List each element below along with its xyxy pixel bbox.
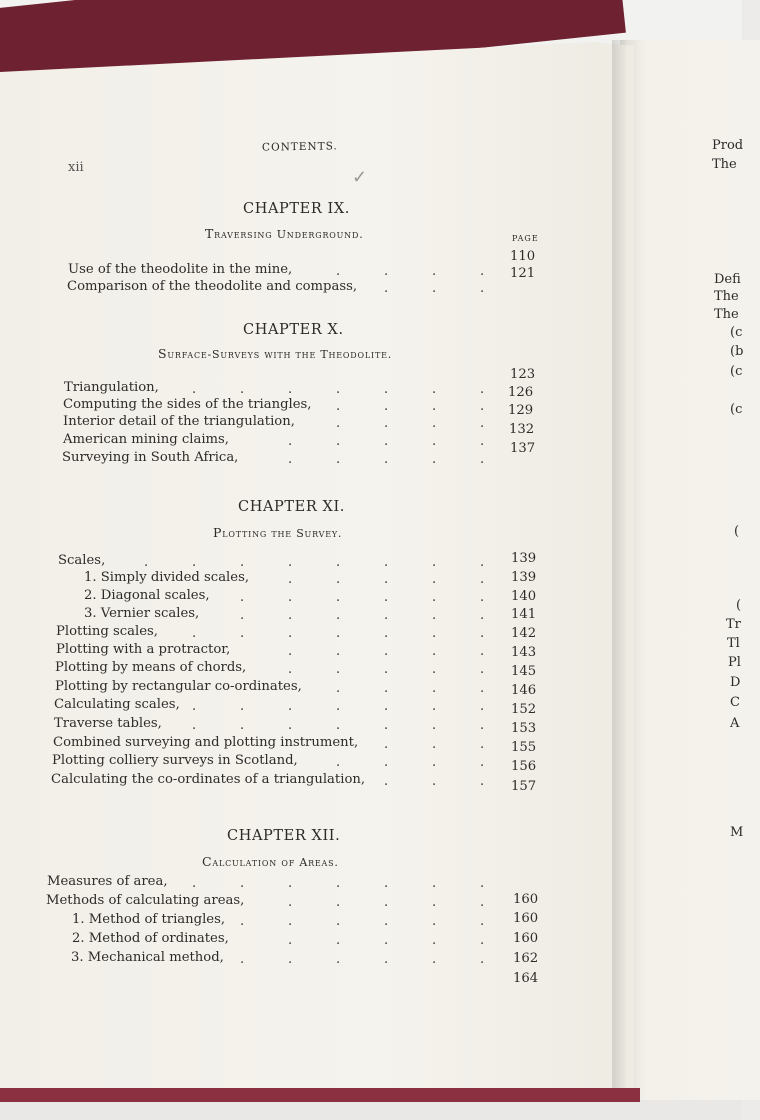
toc-entry: 3. Vernier scales, [84, 606, 200, 621]
leader-dot: . [336, 608, 341, 623]
leader-dot: . [336, 590, 341, 605]
leader-dot: . [384, 699, 389, 714]
leader-dot: . [336, 699, 341, 714]
toc-page-number: 110 [510, 249, 536, 264]
toc-entry: Combined surveying and plotting instrument, [53, 735, 359, 750]
leader-dot: . [240, 626, 245, 641]
toc-page-number: 142 [511, 626, 537, 641]
leader-dot: . [288, 914, 293, 929]
toc-entry: 3. Mechanical method, [71, 950, 224, 965]
book-cover-bottom [0, 1088, 640, 1102]
leader-dot: . [480, 662, 485, 677]
leader-dot: . [480, 876, 485, 891]
toc-page-number: 139 [511, 551, 537, 566]
leader-dot: . [384, 399, 389, 414]
leader-dot: . [432, 737, 437, 752]
toc-entry: Comparison of the theodolite and compass, [67, 279, 358, 294]
facing-page [620, 40, 760, 1100]
leader-dot: . [432, 755, 437, 770]
leader-dot: . [336, 416, 341, 431]
leader-dot: . [288, 572, 293, 587]
leader-dot: . [432, 774, 437, 789]
leader-dot: . [480, 608, 485, 623]
leader-dot: . [432, 399, 437, 414]
toc-page-number: 132 [509, 422, 535, 437]
chapter-title: CHAPTER X. [243, 322, 344, 338]
facing-page-text: Tr [726, 617, 741, 632]
toc-entry: 1. Simply divided scales, [84, 570, 250, 585]
leader-dot: . [240, 382, 245, 397]
leader-dot: . [384, 737, 389, 752]
leader-dot: . [288, 555, 293, 570]
leader-dot: . [480, 895, 485, 910]
toc-entry: Scales, [58, 553, 106, 568]
toc-entry: Plotting scales, [56, 624, 158, 639]
leader-dot: . [432, 590, 437, 605]
facing-page-text: The [712, 157, 737, 172]
leader-dot: . [432, 434, 437, 449]
leader-dot: . [288, 434, 293, 449]
leader-dot: . [336, 952, 341, 967]
leader-dot: . [384, 382, 389, 397]
leader-dot: . [336, 644, 341, 659]
leader-dot: . [432, 718, 437, 733]
leader-dot: . [480, 774, 485, 789]
leader-dot: . [384, 933, 389, 948]
toc-page-number: 157 [511, 779, 537, 794]
facing-page-text: Tl [727, 636, 740, 651]
leader-dot: . [432, 264, 437, 279]
facing-page-text: (b [730, 344, 744, 359]
leader-dot: . [480, 382, 485, 397]
leader-dot: . [480, 952, 485, 967]
running-head: CONTENTS. [261, 140, 338, 154]
leader-dot: . [288, 382, 293, 397]
toc-page-number: 152 [511, 702, 537, 717]
toc-page-number: 162 [513, 951, 539, 966]
leader-dot: . [384, 434, 389, 449]
leader-dot: . [240, 718, 245, 733]
leader-dot: . [192, 718, 197, 733]
leader-dot: . [480, 590, 485, 605]
toc-page-number: 129 [508, 403, 534, 418]
chapter-subtitle: Plotting the Survey. [213, 525, 343, 540]
leader-dot: . [288, 662, 293, 677]
leader-dot: . [336, 452, 341, 467]
leader-dot: . [432, 895, 437, 910]
facing-page-text: The [714, 307, 739, 322]
leader-dot: . [480, 416, 485, 431]
facing-page-text: (c [730, 325, 743, 340]
toc-page-number: 121 [510, 266, 536, 281]
leader-dot: . [384, 572, 389, 587]
leader-dot: . [288, 718, 293, 733]
leader-dot: . [288, 699, 293, 714]
leader-dot: . [384, 264, 389, 279]
toc-entry: Plotting colliery surveys in Scotland, [52, 753, 298, 768]
toc-entry: Traverse tables, [54, 716, 162, 731]
toc-page-number: 155 [511, 740, 537, 755]
leader-dot: . [240, 876, 245, 891]
leader-dot: . [336, 662, 341, 677]
leader-dot: . [384, 608, 389, 623]
toc-entry: Triangulation, [64, 380, 159, 395]
leader-dot: . [480, 264, 485, 279]
leader-dot: . [480, 699, 485, 714]
facing-page-text: Defi [714, 272, 741, 287]
chapter-subtitle: Traversing Underground. [205, 226, 364, 241]
facing-page-text: D [730, 675, 741, 690]
facing-page-text: ( [736, 598, 742, 613]
leader-dot: . [336, 382, 341, 397]
leader-dot: . [336, 755, 341, 770]
toc-page-number: 160 [513, 892, 539, 907]
leader-dot: . [192, 699, 197, 714]
leader-dot: . [432, 555, 437, 570]
leader-dot: . [336, 933, 341, 948]
leader-dot: . [384, 626, 389, 641]
toc-entry: 2. Diagonal scales, [84, 588, 210, 603]
toc-entry: 1. Method of triangles, [72, 912, 226, 927]
leader-dot: . [480, 737, 485, 752]
leader-dot: . [384, 952, 389, 967]
toc-page-number: 146 [511, 683, 537, 698]
leader-dot: . [480, 399, 485, 414]
leader-dot: . [432, 952, 437, 967]
leader-dot: . [288, 590, 293, 605]
leader-dot: . [432, 914, 437, 929]
leader-dot: . [384, 555, 389, 570]
leader-dot: . [432, 876, 437, 891]
leader-dot: . [240, 699, 245, 714]
toc-page-number: 123 [510, 367, 536, 382]
toc-page-number: 156 [511, 759, 537, 774]
facing-page-text: ( [734, 524, 740, 539]
toc-entry: Plotting by means of chords, [55, 660, 247, 675]
leader-dot: . [384, 718, 389, 733]
toc-entry: Plotting by rectangular co-ordinates, [55, 679, 302, 694]
leader-dot: . [480, 626, 485, 641]
leader-dot: . [336, 264, 341, 279]
leader-dot: . [336, 895, 341, 910]
toc-entry: Calculating scales, [54, 697, 180, 712]
facing-page-text: (c [730, 364, 743, 379]
leader-dot: . [480, 281, 485, 296]
toc-entry: Calculating the co-ordinates of a triangulation, [51, 772, 366, 787]
toc-entry: 2. Method of ordinates, [72, 931, 229, 946]
leader-dot: . [336, 555, 341, 570]
leader-dot: . [336, 718, 341, 733]
toc-page-number: 143 [511, 645, 537, 660]
chapter-title: CHAPTER XI. [238, 499, 346, 515]
leader-dot: . [432, 382, 437, 397]
leader-dot: . [288, 933, 293, 948]
leader-dot: . [480, 933, 485, 948]
leader-dot: . [480, 452, 485, 467]
leader-dot: . [384, 914, 389, 929]
toc-page-number: 137 [510, 441, 536, 456]
toc-page-number: 164 [513, 971, 539, 986]
toc-page-number: 145 [511, 664, 537, 679]
toc-entry: Use of the theodolite in the mine, [68, 262, 293, 277]
leader-dot: . [480, 572, 485, 587]
facing-page-text: C [730, 695, 740, 710]
leader-dot: . [336, 434, 341, 449]
chapter-subtitle: Surface-Surveys with the Theodolite. [158, 346, 393, 361]
toc-page-number: 153 [511, 721, 537, 736]
toc-entry: American mining claims, [63, 432, 229, 447]
leader-dot: . [288, 644, 293, 659]
facing-page-text: A [730, 716, 740, 731]
toc-page-number: 160 [513, 911, 539, 926]
leader-dot: . [384, 895, 389, 910]
leader-dot: . [144, 555, 149, 570]
leader-dot: . [384, 452, 389, 467]
leader-dot: . [432, 416, 437, 431]
leader-dot: . [480, 555, 485, 570]
leader-dot: . [432, 933, 437, 948]
chapter-title: CHAPTER XII. [227, 828, 341, 844]
leader-dot: . [336, 626, 341, 641]
leader-dot: . [432, 626, 437, 641]
leader-dot: . [240, 590, 245, 605]
leader-dot: . [432, 281, 437, 296]
leader-dot: . [432, 681, 437, 696]
page-column-label: PAGE [512, 234, 539, 243]
leader-dot: . [480, 644, 485, 659]
leader-dot: . [192, 876, 197, 891]
leader-dot: . [336, 681, 341, 696]
leader-dot: . [432, 608, 437, 623]
facing-page-text: (c [730, 402, 743, 417]
toc-entry: Computing the sides of the triangles, [63, 397, 312, 412]
leader-dot: . [192, 555, 197, 570]
leader-dot: . [192, 382, 197, 397]
leader-dot: . [240, 952, 245, 967]
leader-dot: . [240, 914, 245, 929]
facing-page-text: M [730, 825, 744, 840]
leader-dot: . [336, 572, 341, 587]
leader-dot: . [384, 416, 389, 431]
leader-dot: . [480, 718, 485, 733]
toc-entry: Measures of area, [47, 874, 168, 889]
leader-dot: . [336, 876, 341, 891]
toc-page-number: 139 [511, 570, 537, 585]
leader-dot: . [432, 662, 437, 677]
leader-dot: . [480, 434, 485, 449]
toc-entry: Plotting with a protractor, [56, 642, 231, 657]
leader-dot: . [240, 608, 245, 623]
leader-dot: . [384, 876, 389, 891]
leader-dot: . [192, 626, 197, 641]
leader-dot: . [384, 281, 389, 296]
leader-dot: . [384, 681, 389, 696]
chapter-title: CHAPTER IX. [243, 201, 351, 217]
toc-page-number: 140 [511, 589, 537, 604]
leader-dot: . [480, 914, 485, 929]
pencil-check-mark: ✓ [352, 167, 368, 188]
toc-page-number: 126 [508, 385, 534, 400]
leader-dot: . [432, 644, 437, 659]
leader-dot: . [288, 452, 293, 467]
leader-dot: . [288, 626, 293, 641]
leader-dot: . [432, 572, 437, 587]
toc-entry: Interior detail of the triangulation, [63, 414, 295, 429]
leader-dot: . [384, 590, 389, 605]
facing-page-text: Pl [728, 655, 741, 670]
leader-dot: . [384, 644, 389, 659]
chapter-subtitle: Calculation of Areas. [202, 854, 339, 869]
leader-dot: . [480, 755, 485, 770]
page-gutter [612, 40, 626, 1100]
toc-entry: Methods of calculating areas, [46, 893, 245, 908]
leader-dot: . [336, 399, 341, 414]
leader-dot: . [288, 952, 293, 967]
leader-dot: . [336, 914, 341, 929]
leader-dot: . [432, 452, 437, 467]
leader-dot: . [240, 555, 245, 570]
toc-page-number: 160 [513, 931, 539, 946]
leader-dot: . [288, 876, 293, 891]
toc-page-number: 141 [511, 607, 537, 622]
leader-dot: . [288, 895, 293, 910]
leader-dot: . [384, 774, 389, 789]
leader-dot: . [480, 681, 485, 696]
leader-dot: . [432, 699, 437, 714]
facing-page-text: Prod [712, 138, 744, 153]
page-folio: xii [68, 160, 84, 175]
leader-dot: . [384, 662, 389, 677]
toc-entry: Surveying in South Africa, [62, 450, 239, 465]
leader-dot: . [384, 755, 389, 770]
leader-dot: . [288, 608, 293, 623]
facing-page-text: The [714, 289, 739, 304]
